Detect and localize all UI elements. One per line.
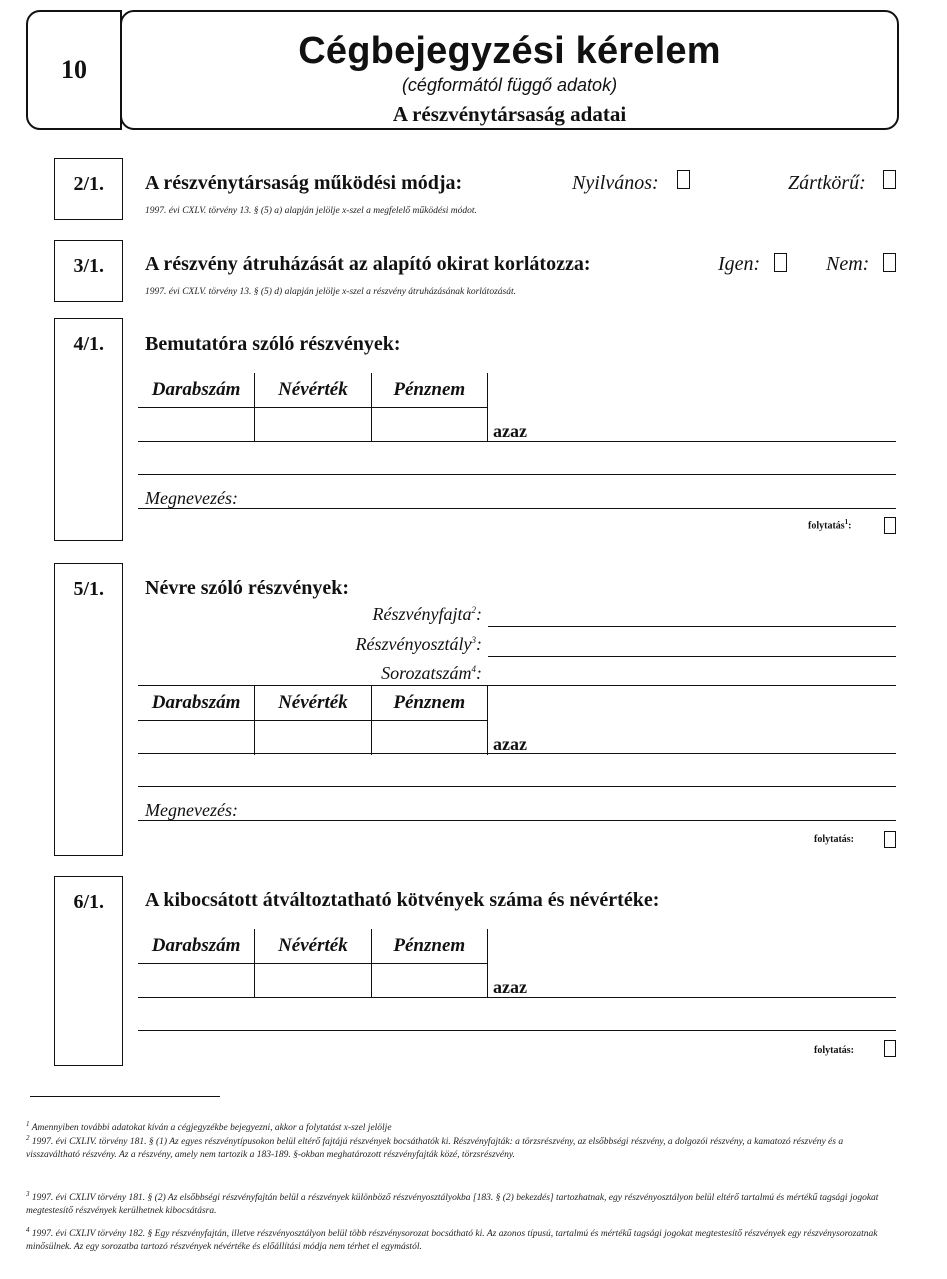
- col-nevertek: Névérték: [255, 373, 371, 408]
- option-zartkoru-label: Zártkörű:: [788, 172, 866, 194]
- section-5-folytatas-label: folytatás:: [814, 834, 854, 845]
- option-nyilvanos-label: Nyilvános:: [572, 172, 659, 194]
- option-nem-label: Nem:: [826, 253, 870, 275]
- sorozatszam-label: [381, 663, 482, 684]
- footnote-divider: [30, 1096, 220, 1097]
- section-4-number-box: [54, 318, 123, 541]
- footnote-4-text: 1997. évi CXLIV törvény 182. § Egy részvényfajtán, illetve részvényosztályon belül több részvénysorozat bocsátható ki. Az azonos típusú, tartalmú és mértékű tagsági jogokat megtestesítő részvények egy részvénysorozatnak minősülnek. Az egy sorozatba tartozó részvények névértéke és előállítási módja nem térhet el egymástól.: [26, 1229, 878, 1253]
- section-6-folytatas-label: folytatás:: [814, 1045, 854, 1056]
- option-igen-label: Igen:: [718, 253, 761, 275]
- section-2-title: A részvénytársaság működési módja:: [145, 172, 463, 194]
- footnote-3-num: 3: [26, 1190, 30, 1198]
- section-4-megnevezes-label: Megnevezés:: [145, 488, 238, 508]
- cell-penznem-input[interactable]: [371, 964, 487, 999]
- section-5-megnevezes-line[interactable]: [138, 820, 896, 821]
- footnote-4: [26, 1224, 898, 1254]
- col-nevertek: Névérték: [255, 686, 371, 721]
- section-4-azaz: azaz: [493, 421, 527, 441]
- footnote-1-num: 1: [26, 1120, 30, 1128]
- checkbox-igen[interactable]: [774, 253, 787, 272]
- cell-nevertek-input[interactable]: [255, 964, 371, 999]
- cell-darabszam-input[interactable]: [138, 721, 255, 756]
- section-2-number-box: [54, 158, 123, 220]
- folytatas-footnote-ref: 1: [844, 518, 849, 526]
- section-6-azaz: azaz: [493, 977, 527, 997]
- sorozatszam-ref: 4: [471, 664, 476, 674]
- folytatas-colon: :: [848, 520, 852, 532]
- cell-penznem-input[interactable]: [371, 408, 487, 443]
- section-3-number-box: [54, 240, 123, 302]
- reszvenyosztaly-colon: :: [476, 634, 482, 654]
- footnote-3: [26, 1188, 898, 1218]
- section-5-azaz: azaz: [493, 734, 527, 754]
- section-2-number: 2/1.: [73, 173, 104, 195]
- form-number: 10: [61, 55, 87, 84]
- reszvenyosztaly-label: [356, 634, 482, 655]
- title-box: [120, 10, 899, 130]
- col-darabszam: Darabszám: [138, 373, 255, 408]
- cell-penznem-input[interactable]: [371, 721, 487, 756]
- section-2-note: 1997. évi CXLV. törvény 13. § (5) a) alapján jelölje x-szel a megfelelő működési módot.: [145, 206, 477, 216]
- reszvenyfajta-label: [373, 604, 482, 625]
- checkbox-nyilvanos[interactable]: [677, 170, 690, 189]
- section-4-number: 4/1.: [73, 333, 104, 355]
- page-heading: A részvénytársaság adatai: [392, 102, 627, 126]
- checkbox-section-6-folytatas[interactable]: [884, 1040, 896, 1057]
- footnote-2: [26, 1132, 898, 1162]
- sorozatszam-colon: :: [476, 663, 482, 683]
- reszvenyfajta-text: Részvényfajta: [372, 604, 472, 624]
- section-4-title: Bemutatóra szóló részvények:: [145, 333, 401, 355]
- section-6-line-1[interactable]: [138, 997, 896, 998]
- folytatas-text: folytatás: [808, 520, 845, 532]
- checkbox-nem[interactable]: [883, 253, 896, 272]
- section-6-line-2[interactable]: [138, 1030, 896, 1031]
- section-3-number: 3/1.: [73, 255, 104, 277]
- section-6-table: [138, 929, 488, 998]
- col-darabszam: Darabszám: [138, 929, 255, 964]
- col-penznem: Pénznem: [371, 686, 487, 721]
- cell-darabszam-input[interactable]: [138, 408, 255, 443]
- section-5-number: 5/1.: [73, 578, 104, 600]
- page-title: Cégbejegyzési kérelem: [298, 30, 721, 72]
- section-3-title: A részvény átruházását az alapító okirat korlátozza:: [145, 253, 591, 275]
- reszvenyfajta-ref: 2: [471, 605, 476, 615]
- col-darabszam: Darabszám: [138, 686, 255, 721]
- col-penznem: Pénznem: [371, 929, 487, 964]
- section-5-table: [138, 686, 488, 755]
- cell-darabszam-input[interactable]: [138, 964, 255, 999]
- reszvenyosztaly-ref: 3: [471, 635, 476, 645]
- checkbox-section-4-folytatas[interactable]: [884, 517, 896, 534]
- col-nevertek: Névérték: [255, 929, 371, 964]
- footnote-2-num: 2: [26, 1134, 30, 1142]
- section-4-folytatas-label: [808, 518, 852, 531]
- section-4-line-2[interactable]: [138, 474, 896, 475]
- reszvenyfajta-line[interactable]: [488, 626, 896, 627]
- reszvenyfajta-colon: :: [476, 604, 482, 624]
- footnote-3-text: 1997. évi CXLIV törvény 181. § (2) Az elsőbbségi részvényfajtán belül a részvények különböző részvényosztályokba [183. § (2) bekezdés] tartozhatnak, egy részvényosztályon belül eltérő tartalmú és mértékű tagsági jogokat megtestesítő részvények kerülhetnek kibocsátásra.: [26, 1193, 879, 1217]
- col-penznem: Pénznem: [371, 373, 487, 408]
- section-5-megnevezes-label: Megnevezés:: [145, 800, 238, 820]
- reszvenyosztaly-line[interactable]: [488, 656, 896, 657]
- footnote-2-text: 1997. évi CXLIV. törvény 181. § (1) Az egyes részvénytípusokon belül eltérő fajtájú részvények bocsáthatók ki. Részvényfajták: a törzsrészvény, az elsőbbségi részvény, a dolgozói részvény, a kamatozó részvény és a visszaváltható részvény. Az a részvény, amely nem tartozik a 183-189. §-okban meghatározott részvényfajták közé, törzsrészvény.: [26, 1137, 844, 1161]
- section-5-line-1[interactable]: [138, 753, 896, 754]
- section-6-title: A kibocsátott átváltoztatható kötvények száma és névértéke:: [145, 889, 660, 911]
- section-4-megnevezes-line[interactable]: [138, 508, 896, 509]
- section-5-line-2[interactable]: [138, 786, 896, 787]
- section-6-number-box: [54, 876, 123, 1066]
- footnote-4-num: 4: [26, 1226, 30, 1234]
- page-subtitle: (cégformától függő adatok): [401, 75, 618, 95]
- section-4-line-1[interactable]: [138, 441, 896, 442]
- cell-nevertek-input[interactable]: [255, 721, 371, 756]
- sorozatszam-text: Sorozatszám: [381, 663, 472, 683]
- section-3-note: 1997. évi CXLV. törvény 13. § (5) d) alapján jelölje x-szel a részvény átruházásának korlátozását.: [145, 287, 516, 297]
- cell-nevertek-input[interactable]: [255, 408, 371, 443]
- section-5-title: Névre szóló részvények:: [145, 577, 350, 599]
- checkbox-section-5-folytatas[interactable]: [884, 831, 896, 848]
- footnote-1-text: Amennyiben további adatokat kíván a cégjegyzékbe bejegyezni, akkor a folytatást x-szel jelölje: [31, 1123, 392, 1134]
- section-5-number-box: [54, 563, 123, 856]
- form-number-box: [26, 10, 122, 130]
- section-4-table: [138, 373, 488, 442]
- section-6-number: 6/1.: [73, 891, 104, 913]
- checkbox-zartkoru[interactable]: [883, 170, 896, 189]
- reszvenyosztaly-text: Részvényosztály: [355, 634, 472, 654]
